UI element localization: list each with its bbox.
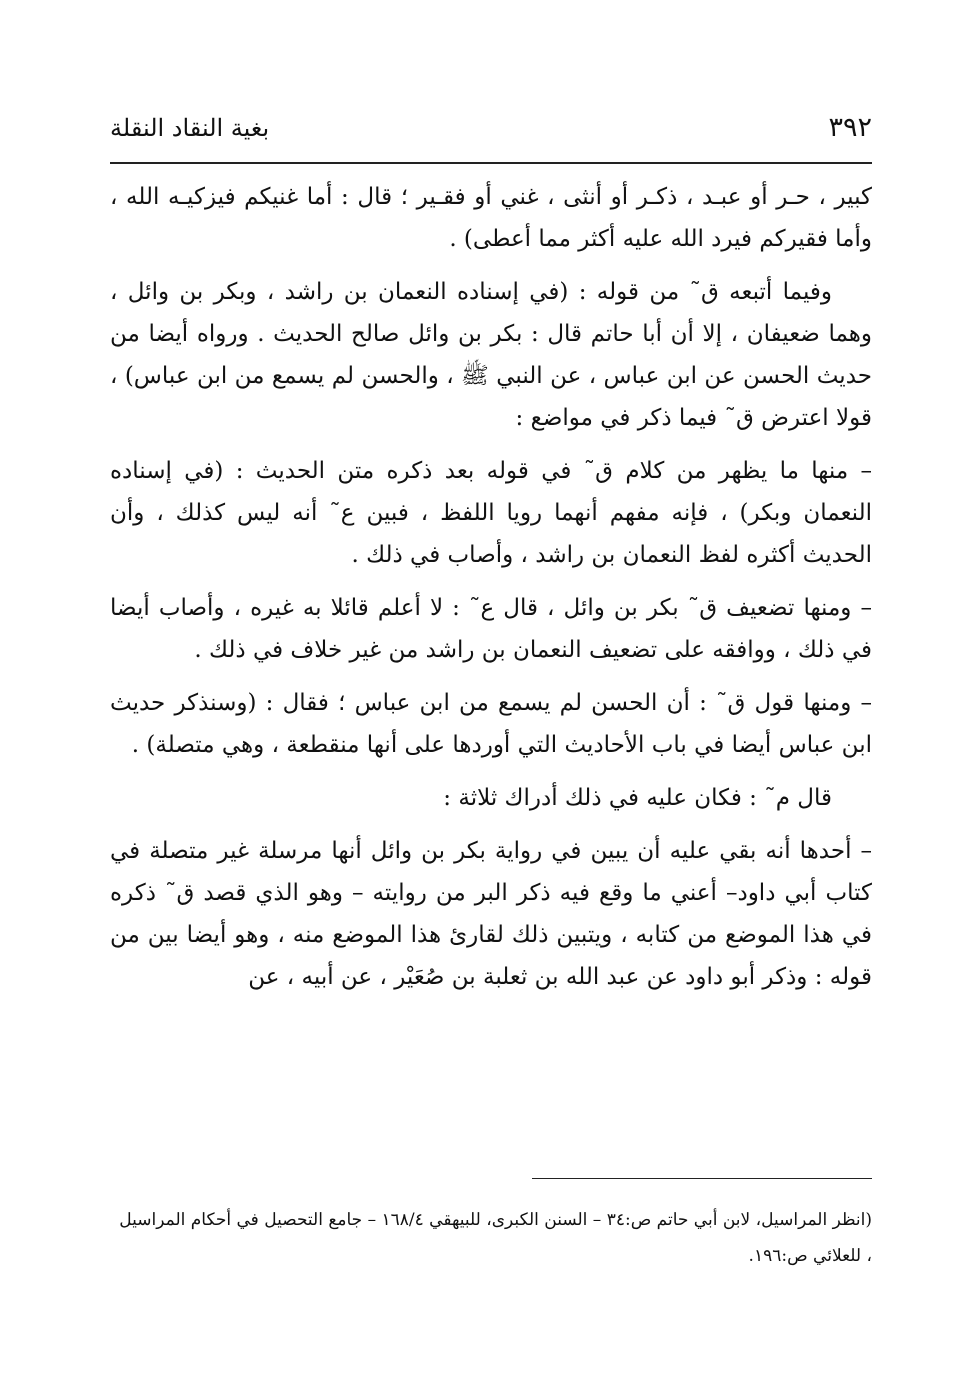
paragraph: – منها ما يظهر من كلام ق˜ في قوله بعد ذكره متن الحديث : (في إسناده النعمان وبكر) ، فإنه مفهم أنهما رويا اللفظ ، فبين ع˜ أنه ليس كذلك ، وأن الحديث أكثره لفظ النعمان بن راشد ، وأصاب في ذلك . (110, 458, 872, 568)
paragraph: – أحدها أنه بقي عليه أن يبين في رواية بكر بن وائل أنها مرسلة غير متصلة في كتاب أبي داود– أعني ما وقع فيه ذكر البر من روايته – وهو الذي قصد ق˜ ذكره في هذا الموضع من كتابه ، ويتبين ذلك لقارئ هذا الموضع منه ، وهو أيضا بين من قوله : وذكر أبو داود عن عبد الله بن ثعلبة بن صُعَيْر ، عن أبيه ، عن (110, 838, 872, 990)
paragraph: قال م˜ : فكان عليه في ذلك أدراك ثلاثة : (443, 785, 832, 811)
page-number: ٣٩٢ (828, 112, 872, 143)
footnote-divider (532, 1178, 872, 1179)
header-divider (110, 162, 872, 164)
paragraph: – ومنها تضعيف ق˜ بكر بن وائل ، قال ع˜ : لا أعلم قائلا به غيره ، وأصاب أيضا في ذلك ، ووافقه على تضعيف النعمان بن راشد من غير خلاف في ذلك . (110, 595, 872, 663)
main-text (110, 176, 872, 1009)
page-header (110, 108, 872, 152)
book-title: بغية النقاد النقلة (110, 114, 270, 142)
paragraph: كبير ، حـر أو عبـد ، ذكـر أو أنثى ، غني أو فقـير ؛ قال : أما غنيكم فيزكيـه الله ، وأما فقيركم فيرد الله عليه أكثر مما أعطى) . (110, 184, 872, 252)
paragraph: وفيما أتبعه ق˜ من قوله : (في إسناده النعمان بن راشد ، وبكر بن وائل ، وهما ضعيفان ، إلا أن أبا حاتم قال : بكر بن وائل صالح الحديث . ورواه أيضا من حديث الحسن عن ابن عباس ، عن النبي ﷺ ، والحسن لم يسمع من ابن عباس) ، قولا اعترض ق˜ فيما ذكر في مواضع : (110, 279, 872, 431)
paragraph: – ومنها قول ق˜ : أن الحسن لم يسمع من ابن عباس ؛ فقال : (وسنذكر حديث ابن عباس أيضا في باب الأحاديث التي أوردها على أنها منقطعة ، وهي متصلة) . (110, 690, 872, 758)
footnote: (انظر المراسيل، لابن أبي حاتم ص:٣٤ – السنن الكبرى، للبيهقي ١٦٨/٤ – جامع التحصيل في أحكام المراسيل ، للعلائي ص:١٩٦. (119, 1210, 872, 1266)
